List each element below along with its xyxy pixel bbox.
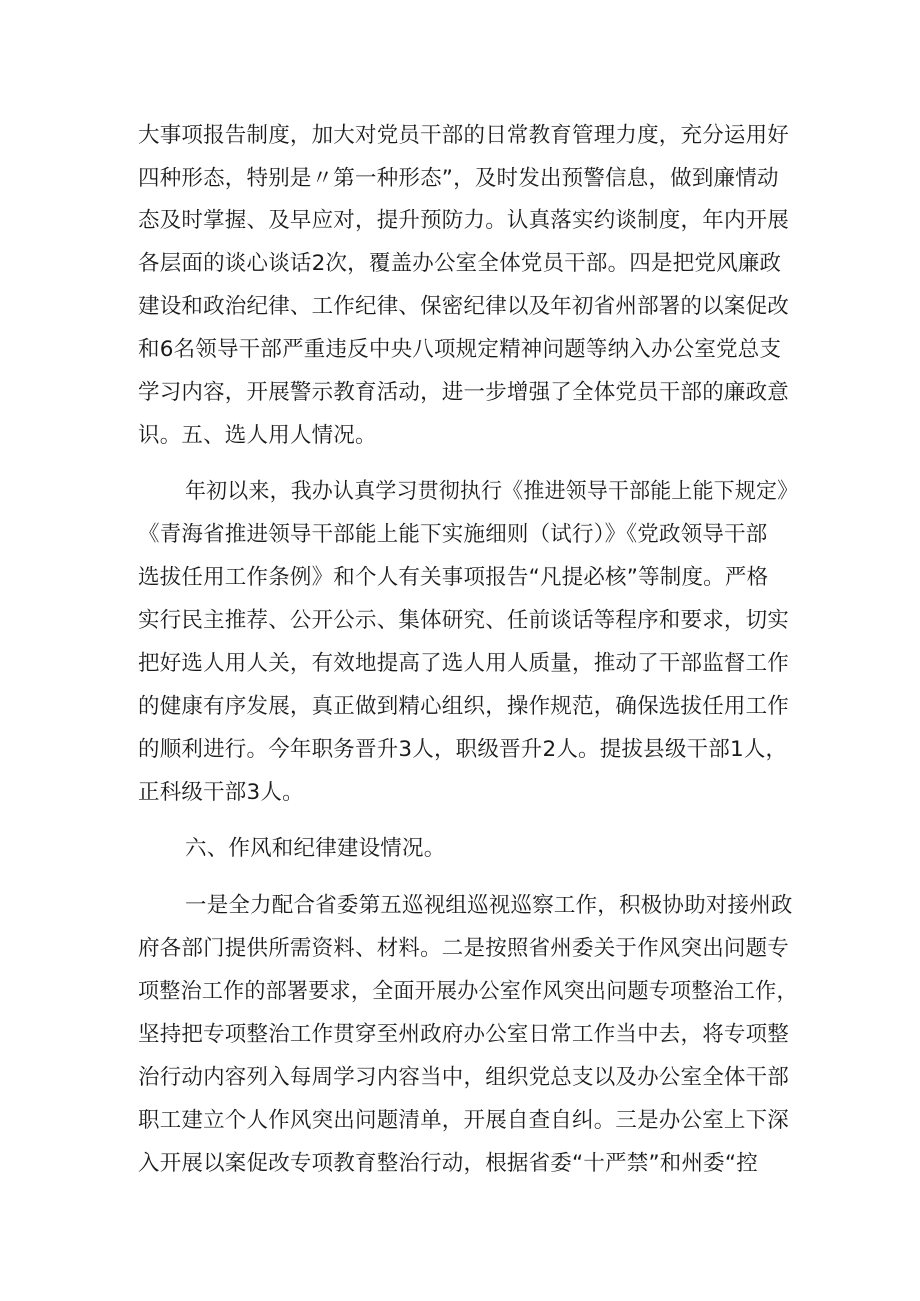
text-line: 正科级干部3人。 [138, 780, 304, 805]
text-line: 职工建立个人作风突出问题清单，开展自查自纠。三是办公室上下深 [138, 1108, 790, 1133]
text-line: 选拔任用工作条例》和个人有关事项报告“凡提必核”等制度。严格 [138, 565, 769, 590]
text-line: 的健康有序发展，真正做到精心组织，操作规范，确保选拔任用工作 [138, 694, 790, 719]
text-line: 坚持把专项整治工作贯穿至州政府办公室日常工作当中去，将专项整 [138, 1022, 790, 1047]
text-line: 四种形态，特别是〃第一种形态”，及时发出预警信息，做到廉情动 [138, 166, 779, 191]
text-line: 建设和政治纪律、工作纪律、保密纪律以及年初省州部署的以案促改 [138, 294, 790, 319]
text-line: 实行民主推荐、公开公示、集体研究、任前谈话等程序和要求，切实 [138, 608, 790, 633]
text-line: 学习内容，开展警示教育活动，进一步增强了全体党员干部的廉政意 [138, 380, 790, 405]
text-line: 各层面的谈心谈话2次，覆盖办公室全体党员干部。四是把党风廉政 [138, 251, 782, 276]
text-line: 入开展以案促改专项教育整治行动，根据省委“十严禁”和州委“控 [138, 1151, 758, 1176]
text-line: 和6名领导干部严重违反中央八项规定精神问题等纳入办公室党总支 [138, 337, 782, 362]
text-line: 识。五、选人用人情况。 [138, 423, 377, 448]
text-line: 大事项报告制度，加大对党员干部的日常教育管理力度，充分运用好 [138, 123, 790, 148]
text-line: 府各部门提供所需资料、材料。二是按照省州委关于作风突出问题专 [138, 936, 790, 961]
text-line: 一是全力配合省委第五巡视组巡视巡察工作，积极协助对接州政 [185, 893, 793, 918]
text-line: 年初以来，我办认真学习贯彻执行《推进领导干部能上能下规定》 [185, 479, 799, 504]
text-line: 项整治工作的部署要求，全面开展办公室作风突出问题专项整治工作， [138, 979, 798, 1004]
text-line: 态及时掌握、及早应对，提升预防力。认真落实约谈制度，年内开展 [138, 208, 790, 233]
text-line: 的顺利进行。今年职务晋升3人，职级晋升2人。提拔县级干部1人， [138, 737, 788, 762]
section-heading: 六、作风和纪律建设情况。 [185, 836, 446, 861]
text-line: 《青海省推进领导干部能上能下实施细则（试行）》《党政领导干部 [138, 522, 768, 547]
text-line: 治行动内容列入每周学习内容当中，组织党总支以及办公室全体干部 [138, 1065, 790, 1090]
text-line: 把好选人用人关，有效地提高了选人用人质量，推动了干部监督工作 [138, 651, 790, 676]
